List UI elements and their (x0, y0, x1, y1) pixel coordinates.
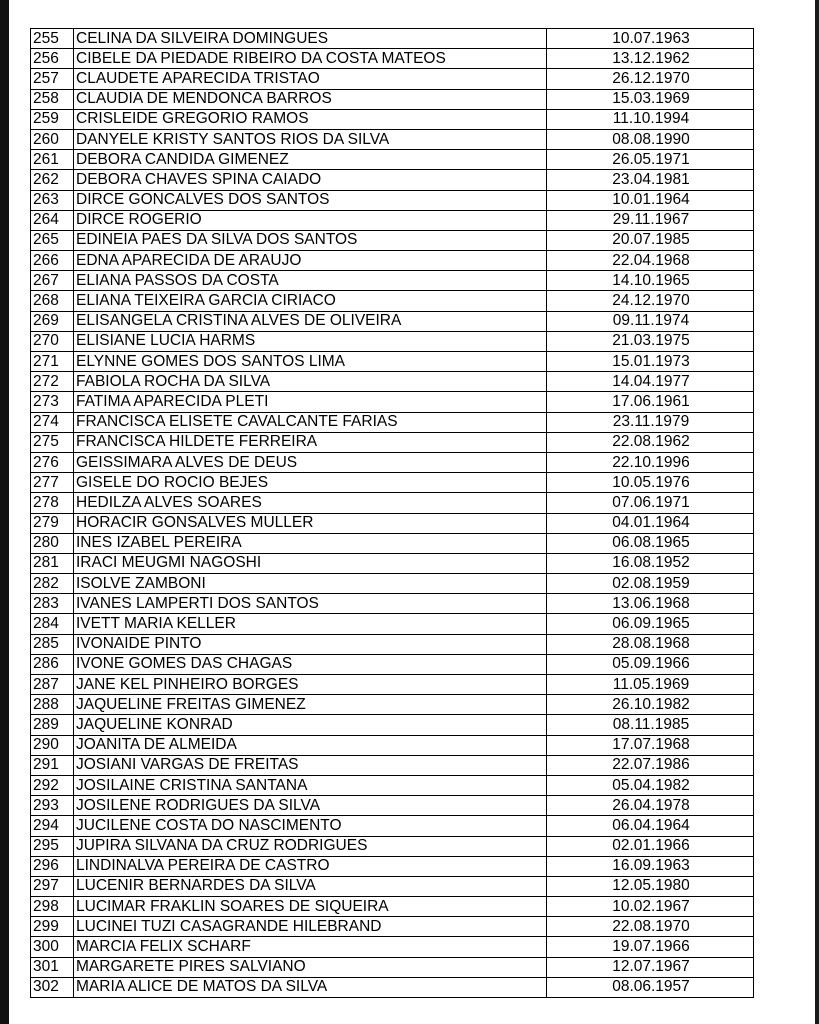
birth-date: 08.06.1957 (547, 977, 754, 997)
table-row (31, 977, 754, 997)
table-row (31, 271, 754, 291)
table-row (31, 856, 754, 876)
birth-date: 17.07.1968 (547, 735, 754, 755)
person-name: IVANES LAMPERTI DOS SANTOS (74, 594, 547, 614)
row-number: 262 (31, 170, 74, 190)
birth-date: 15.03.1969 (547, 89, 754, 109)
row-number: 296 (31, 856, 74, 876)
table-row (31, 49, 754, 69)
table-row (31, 755, 754, 775)
birth-date: 14.04.1977 (547, 372, 754, 392)
row-number: 291 (31, 755, 74, 775)
table-row (31, 574, 754, 594)
row-number: 277 (31, 473, 74, 493)
row-number: 275 (31, 432, 74, 452)
person-name: DIRCE ROGERIO (74, 210, 547, 230)
table-row (31, 29, 754, 49)
birth-date: 17.06.1961 (547, 392, 754, 412)
table-row (31, 210, 754, 230)
person-name: EDINEIA PAES DA SILVA DOS SANTOS (74, 230, 547, 250)
person-name: JANE KEL PINHEIRO BORGES (74, 675, 547, 695)
row-number: 270 (31, 331, 74, 351)
row-number: 282 (31, 574, 74, 594)
birth-date: 19.07.1966 (547, 937, 754, 957)
person-name: DEBORA CANDIDA GIMENEZ (74, 150, 547, 170)
row-number: 266 (31, 251, 74, 271)
person-name: FATIMA APARECIDA PLETI (74, 392, 547, 412)
table-row (31, 957, 754, 977)
row-number: 301 (31, 957, 74, 977)
person-name: LINDINALVA PEREIRA DE CASTRO (74, 856, 547, 876)
birth-date: 22.08.1970 (547, 917, 754, 937)
person-name: ELISANGELA CRISTINA ALVES DE OLIVEIRA (74, 311, 547, 331)
person-name: ELIANA TEIXEIRA GARCIA CIRIACO (74, 291, 547, 311)
table-row (31, 291, 754, 311)
row-number: 260 (31, 129, 74, 149)
row-number: 265 (31, 230, 74, 250)
table-row (31, 715, 754, 735)
birth-date: 06.09.1965 (547, 614, 754, 634)
birth-date: 12.05.1980 (547, 876, 754, 896)
table-row (31, 695, 754, 715)
table-row (31, 796, 754, 816)
person-name: FABIOLA ROCHA DA SILVA (74, 372, 547, 392)
birth-date: 23.04.1981 (547, 170, 754, 190)
row-number: 300 (31, 937, 74, 957)
row-number: 285 (31, 634, 74, 654)
table-row (31, 392, 754, 412)
birth-date: 14.10.1965 (547, 271, 754, 291)
row-number: 289 (31, 715, 74, 735)
row-number: 293 (31, 796, 74, 816)
person-name: JOSILAINE CRISTINA SANTANA (74, 775, 547, 795)
row-number: 263 (31, 190, 74, 210)
birth-date: 05.04.1982 (547, 775, 754, 795)
table-row (31, 352, 754, 372)
row-number: 259 (31, 109, 74, 129)
birth-date: 15.01.1973 (547, 352, 754, 372)
birth-date: 11.05.1969 (547, 675, 754, 695)
person-name: ELYNNE GOMES DOS SANTOS LIMA (74, 352, 547, 372)
table-row (31, 372, 754, 392)
table-row (31, 876, 754, 896)
person-name: FRANCISCA ELISETE CAVALCANTE FARIAS (74, 412, 547, 432)
name-date-table (30, 28, 754, 998)
birth-date: 02.08.1959 (547, 574, 754, 594)
row-number: 269 (31, 311, 74, 331)
row-number: 280 (31, 533, 74, 553)
person-name: LUCIMAR FRAKLIN SOARES DE SIQUEIRA (74, 897, 547, 917)
birth-date: 09.11.1974 (547, 311, 754, 331)
table-row (31, 917, 754, 937)
table-row (31, 150, 754, 170)
person-name: LUCENIR BERNARDES DA SILVA (74, 876, 547, 896)
person-name: CLAUDETE APARECIDA TRISTAO (74, 69, 547, 89)
person-name: JAQUELINE FREITAS GIMENEZ (74, 695, 547, 715)
row-number: 286 (31, 654, 74, 674)
person-name: JAQUELINE KONRAD (74, 715, 547, 735)
birth-date: 24.12.1970 (547, 291, 754, 311)
table-row (31, 775, 754, 795)
row-number: 302 (31, 977, 74, 997)
person-name: HORACIR GONSALVES MULLER (74, 513, 547, 533)
row-number: 261 (31, 150, 74, 170)
row-number: 298 (31, 897, 74, 917)
table-row (31, 251, 754, 271)
birth-date: 28.08.1968 (547, 634, 754, 654)
person-name: JUPIRA SILVANA DA CRUZ RODRIGUES (74, 836, 547, 856)
person-name: GISELE DO ROCIO BEJES (74, 473, 547, 493)
birth-date: 22.04.1968 (547, 251, 754, 271)
person-name: JUCILENE COSTA DO NASCIMENTO (74, 816, 547, 836)
birth-date: 05.09.1966 (547, 654, 754, 674)
person-name: CRISLEIDE GREGORIO RAMOS (74, 109, 547, 129)
table-row (31, 594, 754, 614)
row-number: 288 (31, 695, 74, 715)
birth-date: 12.07.1967 (547, 957, 754, 977)
row-number: 283 (31, 594, 74, 614)
table-row (31, 897, 754, 917)
table-row (31, 735, 754, 755)
birth-date: 22.10.1996 (547, 452, 754, 472)
birth-date: 26.10.1982 (547, 695, 754, 715)
row-number: 256 (31, 49, 74, 69)
person-name: ISOLVE ZAMBONI (74, 574, 547, 594)
birth-date: 10.07.1963 (547, 29, 754, 49)
row-number: 271 (31, 352, 74, 372)
person-name: JOSIANI VARGAS DE FREITAS (74, 755, 547, 775)
birth-date: 29.11.1967 (547, 210, 754, 230)
table-row (31, 553, 754, 573)
row-number: 257 (31, 69, 74, 89)
birth-date: 26.05.1971 (547, 150, 754, 170)
birth-date: 10.01.1964 (547, 190, 754, 210)
table-row (31, 109, 754, 129)
person-name: FRANCISCA HILDETE FERREIRA (74, 432, 547, 452)
person-name: DANYELE KRISTY SANTOS RIOS DA SILVA (74, 129, 547, 149)
table-row (31, 129, 754, 149)
person-name: MARIA ALICE DE MATOS DA SILVA (74, 977, 547, 997)
birth-date: 21.03.1975 (547, 331, 754, 351)
birth-date: 06.08.1965 (547, 533, 754, 553)
birth-date: 16.08.1952 (547, 553, 754, 573)
left-window-edge (0, 0, 9, 1024)
row-number: 274 (31, 412, 74, 432)
birth-date: 26.12.1970 (547, 69, 754, 89)
row-number: 284 (31, 614, 74, 634)
table-row (31, 614, 754, 634)
birth-date: 06.04.1964 (547, 816, 754, 836)
row-number: 267 (31, 271, 74, 291)
birth-date: 02.01.1966 (547, 836, 754, 856)
birth-date: 10.02.1967 (547, 897, 754, 917)
table-row (31, 816, 754, 836)
row-number: 278 (31, 493, 74, 513)
table-row (31, 432, 754, 452)
birth-date: 08.08.1990 (547, 129, 754, 149)
birth-date: 04.01.1964 (547, 513, 754, 533)
row-number: 255 (31, 29, 74, 49)
row-number: 279 (31, 513, 74, 533)
table-body (31, 29, 754, 998)
right-window-edge (815, 0, 819, 1024)
person-name: LUCINEI TUZI CASAGRANDE HILEBRAND (74, 917, 547, 937)
table-row (31, 473, 754, 493)
person-name: MARGARETE PIRES SALVIANO (74, 957, 547, 977)
person-name: ELIANA PASSOS DA COSTA (74, 271, 547, 291)
birth-date: 08.11.1985 (547, 715, 754, 735)
table-row (31, 533, 754, 553)
person-name: CLAUDIA DE MENDONCA BARROS (74, 89, 547, 109)
table-row (31, 513, 754, 533)
person-name: DIRCE GONCALVES DOS SANTOS (74, 190, 547, 210)
row-number: 295 (31, 836, 74, 856)
table-row (31, 654, 754, 674)
person-name: IVETT MARIA KELLER (74, 614, 547, 634)
table-row (31, 89, 754, 109)
person-name: HEDILZA ALVES SOARES (74, 493, 547, 513)
table-row (31, 311, 754, 331)
table-row (31, 69, 754, 89)
person-name: IVONE GOMES DAS CHAGAS (74, 654, 547, 674)
birth-date: 10.05.1976 (547, 473, 754, 493)
person-name: INES IZABEL PEREIRA (74, 533, 547, 553)
table-row (31, 331, 754, 351)
row-number: 292 (31, 775, 74, 795)
table-row (31, 412, 754, 432)
birth-date: 22.08.1962 (547, 432, 754, 452)
row-number: 290 (31, 735, 74, 755)
row-number: 258 (31, 89, 74, 109)
row-number: 276 (31, 452, 74, 472)
table-row (31, 190, 754, 210)
birth-date: 23.11.1979 (547, 412, 754, 432)
birth-date: 26.04.1978 (547, 796, 754, 816)
table-row (31, 452, 754, 472)
table-row (31, 170, 754, 190)
row-number: 294 (31, 816, 74, 836)
table-row (31, 836, 754, 856)
table-row (31, 675, 754, 695)
table-row (31, 937, 754, 957)
person-name: JOSILENE RODRIGUES DA SILVA (74, 796, 547, 816)
birth-date: 16.09.1963 (547, 856, 754, 876)
table-row (31, 230, 754, 250)
row-number: 281 (31, 553, 74, 573)
birth-date: 11.10.1994 (547, 109, 754, 129)
person-name: EDNA APARECIDA DE ARAUJO (74, 251, 547, 271)
person-name: IVONAIDE PINTO (74, 634, 547, 654)
row-number: 297 (31, 876, 74, 896)
person-name: ELISIANE LUCIA HARMS (74, 331, 547, 351)
row-number: 264 (31, 210, 74, 230)
row-number: 299 (31, 917, 74, 937)
table-row (31, 493, 754, 513)
person-name: JOANITA DE ALMEIDA (74, 735, 547, 755)
person-name: GEISSIMARA ALVES DE DEUS (74, 452, 547, 472)
row-number: 273 (31, 392, 74, 412)
birth-date: 22.07.1986 (547, 755, 754, 775)
birth-date: 20.07.1985 (547, 230, 754, 250)
person-name: DEBORA CHAVES SPINA CAIADO (74, 170, 547, 190)
row-number: 272 (31, 372, 74, 392)
person-name: CELINA DA SILVEIRA DOMINGUES (74, 29, 547, 49)
table-row (31, 634, 754, 654)
birth-date: 07.06.1971 (547, 493, 754, 513)
birth-date: 13.12.1962 (547, 49, 754, 69)
row-number: 268 (31, 291, 74, 311)
row-number: 287 (31, 675, 74, 695)
birth-date: 13.06.1968 (547, 594, 754, 614)
person-name: CIBELE DA PIEDADE RIBEIRO DA COSTA MATEOS (74, 49, 547, 69)
person-name: MARCIA FELIX SCHARF (74, 937, 547, 957)
person-name: IRACI MEUGMI NAGOSHI (74, 553, 547, 573)
